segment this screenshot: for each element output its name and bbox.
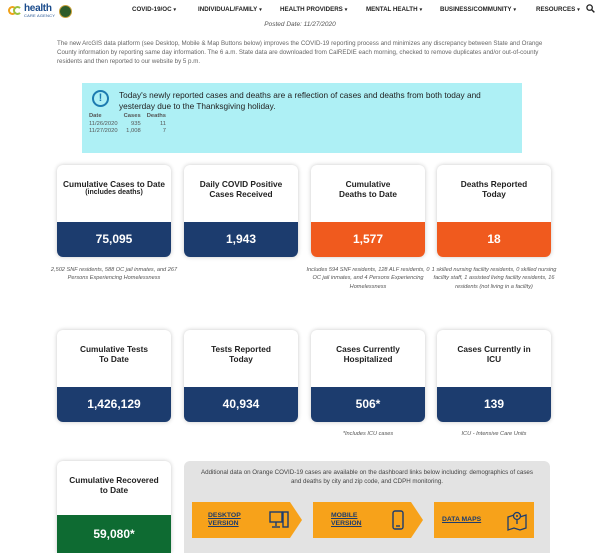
cell-date: 11/26/2020: [89, 121, 118, 127]
dashboard-description: Additional data on Orange COVID-19 cases are available on the dashboard links below including: demographics of cases and deaths by city and zip code, and CDPH monitoring.: [201, 469, 533, 485]
mobile-phone-icon: [387, 509, 409, 531]
note-hospitalized: *Includes ICU cases: [342, 431, 394, 437]
card-value: 59,080*: [57, 515, 171, 553]
cell-deaths: 11: [160, 121, 167, 127]
note-deaths-today: 1 skilled nursing facility residents, 0 skilled nursing facility staff, 1 assisted living facility residents, 16 residents (not living in a facility): [431, 267, 557, 290]
card-title: Cumulative Tests To Date: [79, 344, 149, 365]
card-value: 75,095: [57, 222, 171, 257]
nav-resources[interactable]: RESOURCES ▾: [536, 6, 580, 13]
card-hospitalized: [311, 330, 425, 422]
nav-individual-family[interactable]: INDIVIDUAL/FAMILY ▾: [198, 6, 262, 13]
logo[interactable]: [8, 3, 72, 19]
intro-text: The new ArcGIS data platform (see Desktop, Mobile & Map Buttons below) improves the COVID-19 reporting process and minimizes any discrepancy between State and Orange County information by reporting same day information. The 6 a.m. State data are downloaded from CalREDIE each morning, checked to remove duplicates and/or out-of-county residents and then reported to our website by 5 p.m.: [57, 40, 543, 65]
card-value: 1,577: [311, 222, 425, 257]
logo-subtext: CARE AGENCY: [24, 13, 56, 18]
mobile-version-label: MOBILE VERSION: [331, 511, 362, 527]
data-maps-button[interactable]: [434, 502, 534, 538]
card-daily-cases: [184, 165, 298, 257]
data-maps-label: DATA MAPS: [442, 515, 482, 523]
card-title: Tests Reported Today: [211, 344, 271, 365]
desktop-computer-icon: [268, 509, 290, 531]
main-nav: [132, 6, 584, 13]
exclamation-icon: !: [92, 90, 109, 107]
holiday-alert: [82, 83, 522, 153]
dashboard-links-panel: [184, 461, 550, 553]
note-icu: ICU - Intensive Care Units: [461, 431, 527, 437]
cell-cases: 1,008: [126, 128, 141, 134]
chevron-down-icon: ▾: [419, 7, 423, 13]
note-cumulative-deaths: Includes 594 SNF residents, 128 ALF residents, 0 OC jail inmates, and 4 Persons Experiencing Homelessness: [306, 267, 430, 290]
posted-date: Posted Date: 11/27/2020: [264, 21, 336, 28]
card-value: 139: [437, 387, 551, 422]
card-title: Daily COVID Positive Cases Received: [199, 179, 283, 200]
arrow-tip: [411, 502, 423, 538]
nav-mental-health[interactable]: MENTAL HEALTH ▾: [366, 6, 423, 13]
desktop-version-button[interactable]: [192, 502, 290, 538]
nav-covid19-oc[interactable]: COVID-19/OC ▾: [132, 6, 177, 13]
mobile-version-button[interactable]: [313, 502, 411, 538]
card-subtitle: (includes deaths): [85, 189, 143, 197]
note-cumulative-cases: 2,502 SNF residents, 588 OC jail inmates, and 267 Persons Experiencing Homelessness: [50, 267, 178, 282]
cell-cases: 935: [131, 121, 141, 127]
cell-deaths: 7: [162, 128, 167, 134]
card-title: Cases Currently Hospitalized: [336, 344, 400, 365]
card-icu: [437, 330, 551, 422]
card-title: Cumulative Recovered to Date: [69, 475, 159, 496]
card-value: 40,934: [184, 387, 298, 422]
card-value: 506*: [311, 387, 425, 422]
logo-mark-icon: [8, 5, 22, 17]
card-cumulative-tests: [57, 330, 171, 422]
card-tests-today: [184, 330, 298, 422]
desktop-version-label: DESKTOP VERSION: [208, 511, 241, 527]
search-icon[interactable]: [586, 4, 595, 13]
chevron-down-icon: ▾: [577, 7, 580, 13]
nav-business-community[interactable]: BUSINESS/COMMUNITY ▾: [440, 6, 517, 13]
card-recovered: [57, 461, 171, 553]
chevron-down-icon: ▾: [173, 7, 177, 13]
card-title: Cumulative Cases to Date (includes deaths): [57, 179, 171, 198]
nav-health-providers[interactable]: HEALTH PROVIDERS ▾: [280, 6, 348, 13]
alert-table: [89, 113, 172, 134]
card-value: 1,426,129: [57, 387, 171, 422]
card-value: 1,943: [184, 222, 298, 257]
table-row: [89, 127, 172, 134]
site-header: [0, 0, 600, 20]
column-header: Cases: [123, 113, 141, 119]
logo-text: health: [24, 3, 52, 14]
alert-text: Today's newly reported cases and deaths are a reflection of cases and deaths from both today and yesterday due to the Thanksgiving holiday.: [119, 90, 481, 111]
cell-date: 11/27/2020: [89, 128, 118, 134]
arrow-tip: [290, 502, 302, 538]
table-row: [89, 120, 172, 127]
card-title: Deaths Reported Today: [460, 179, 528, 200]
card-deaths-today: [437, 165, 551, 257]
column-header: Deaths: [146, 113, 167, 119]
card-cumulative-deaths: [311, 165, 425, 257]
chevron-down-icon: ▾: [344, 7, 348, 13]
county-seal-icon: [59, 5, 72, 18]
card-title: Cases Currently in ICU: [457, 344, 531, 365]
column-header: Date: [89, 113, 102, 119]
chevron-down-icon: ▾: [259, 7, 262, 13]
chevron-down-icon: ▾: [513, 7, 517, 13]
card-cumulative-cases: [57, 165, 171, 257]
card-title: Cumulative Deaths to Date: [338, 179, 398, 200]
card-value: 18: [437, 222, 551, 257]
map-pin-icon: [506, 509, 528, 531]
